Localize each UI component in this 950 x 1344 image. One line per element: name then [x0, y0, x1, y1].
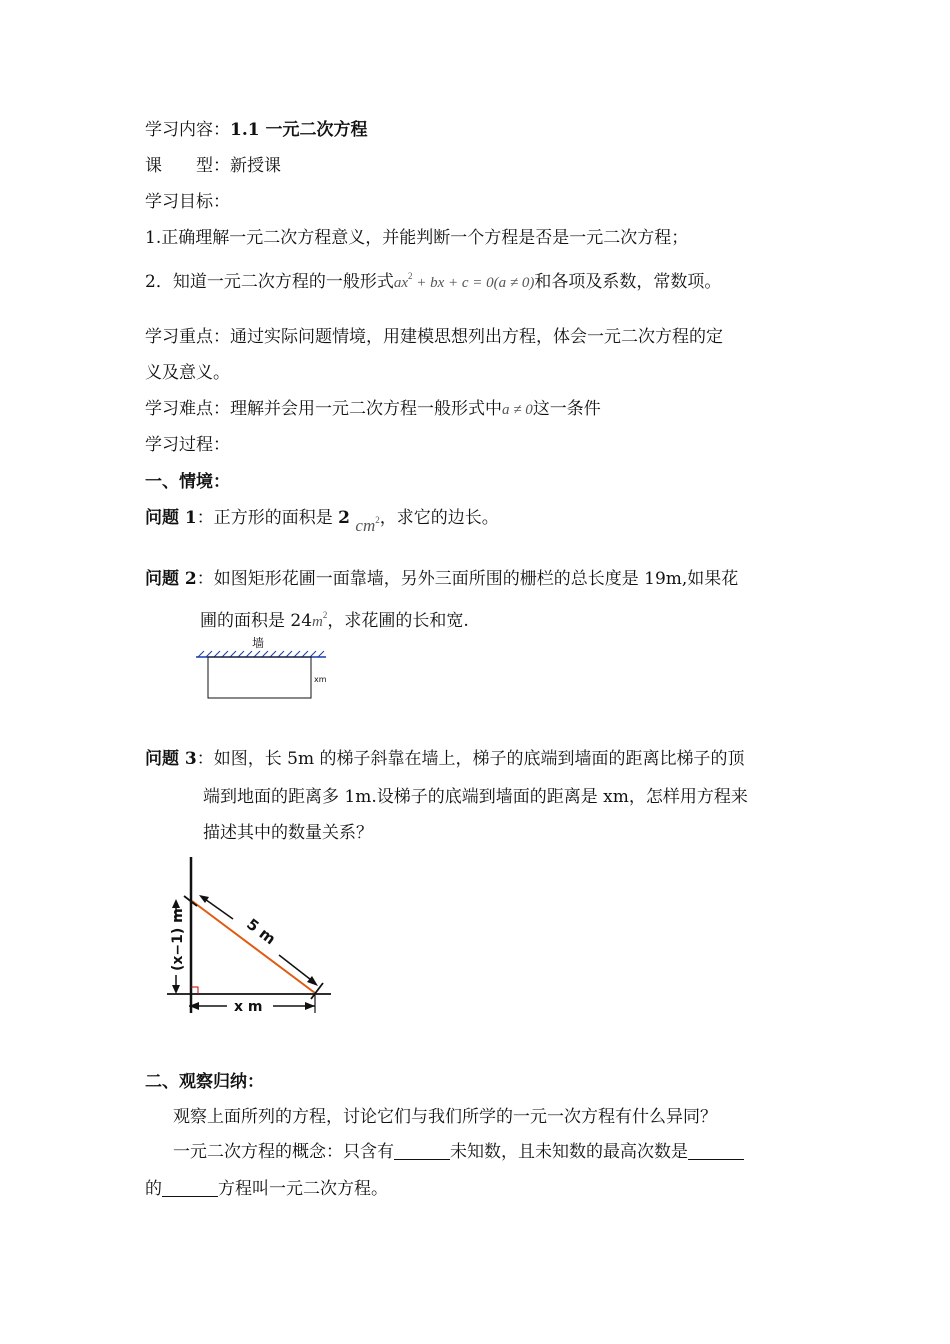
difficulty-condition: a ≠ 0 — [502, 402, 533, 418]
question-2-area: 圃的面积是 24 — [200, 611, 313, 631]
goal-1: 1.正确理解一元二次方程意义，并能判断一个方程是否是一元二次方程； — [145, 228, 689, 248]
difficulty-tail: 这一条件 — [532, 399, 601, 419]
question-1-text: ：正方形的面积是 — [196, 508, 339, 528]
concept-line-2 — [145, 1177, 388, 1201]
question-1-tail: ，求它的边长。 — [379, 508, 499, 528]
lesson-content-line — [145, 118, 368, 142]
wall-hatching — [198, 651, 324, 657]
lesson-content-label: 学习内容： — [145, 120, 230, 140]
lesson-type-label: 课 型： — [145, 156, 230, 176]
vertical-label: (x−1) m — [170, 908, 186, 971]
section-1-heading: 一、情境： — [145, 472, 230, 492]
blank-1[interactable] — [394, 1141, 450, 1160]
concept-text-1: 一元二次方程的概念：只含有 — [173, 1142, 394, 1162]
question-2-unit: $m^2$ — [312, 610, 328, 630]
hyp-label: 5 m — [243, 914, 280, 949]
goal-2-text: 2．知道一元二次方程的一般形式 — [145, 272, 394, 292]
observe-text: 观察上面所列的方程，讨论它们与我们所学的一元一次方程有什么异同？ — [173, 1107, 717, 1127]
garden-side-label: xm — [314, 675, 327, 684]
goal-2-tail: 和各项及系数，常数项。 — [534, 272, 722, 292]
lesson-content-value: 1.1 一元二次方程 — [230, 120, 368, 140]
focus-line-1: 学习重点：通过实际问题情境，用建模思想列出方程，体会一元二次方程的定 — [145, 327, 723, 347]
question-1-label: 问题 1 — [145, 508, 197, 528]
question-1 — [145, 506, 499, 538]
general-form-formula: $ax^2$ + bx + c = 0(a ≠ 0) — [393, 271, 535, 291]
question-2-line-1 — [145, 567, 738, 591]
wall-label: 墙 — [252, 636, 265, 650]
question-2-text: ：如图矩形花圃一面靠墙，另外三面所围的栅栏的总长度是 19m,如果花 — [196, 569, 739, 589]
blank-3[interactable] — [162, 1178, 218, 1197]
goals-label: 学习目标： — [145, 192, 230, 212]
vert-arrowhead-top — [172, 899, 180, 908]
question-1-number: 2 — [338, 508, 350, 528]
question-2-tail: ，求花圃的长和宽. — [327, 611, 469, 631]
base-label: x m — [234, 999, 263, 1015]
question-3-line-2: 端到地面的距离多 1m.设梯子的底端到墙面的距离是 xm，怎样用方程来 — [203, 787, 748, 807]
concept-text-4: 方程叫一元二次方程。 — [218, 1179, 388, 1199]
question-3-line-3: 描述其中的数量关系？ — [203, 823, 373, 843]
question-1-unit: $cm^2$ — [355, 515, 380, 535]
lesson-type-line — [145, 154, 281, 178]
concept-text-3: 的 — [145, 1179, 162, 1199]
lesson-type-value: 新授课 — [230, 156, 281, 176]
ladder-figure — [155, 855, 340, 1020]
process-label: 学习过程： — [145, 435, 230, 455]
concept-line-1 — [173, 1140, 744, 1164]
garden-rectangle — [208, 657, 311, 698]
blank-2[interactable] — [688, 1141, 744, 1160]
difficulty-text: 学习难点：理解并会用一元二次方程一般形式中 — [145, 399, 502, 419]
vert-arrowhead-bottom — [172, 985, 180, 994]
concept-text-2: 未知数，且未知数的最高次数是 — [450, 1142, 688, 1162]
base-arrowhead-right — [305, 1002, 315, 1010]
goal-2 — [145, 264, 721, 295]
question-3-line-1 — [145, 747, 745, 771]
question-3-label: 问题 3 — [145, 749, 197, 769]
question-2-label: 问题 2 — [145, 569, 197, 589]
section-2-heading: 二、观察归纳： — [145, 1072, 264, 1092]
question-3-text: ：如图，长 5m 的梯子斜靠在墙上，梯子的底端到墙面的距离比梯子的顶 — [196, 749, 745, 769]
focus-line-2: 义及意义。 — [145, 363, 230, 383]
garden-figure — [190, 630, 340, 705]
difficulty-line — [145, 397, 601, 422]
